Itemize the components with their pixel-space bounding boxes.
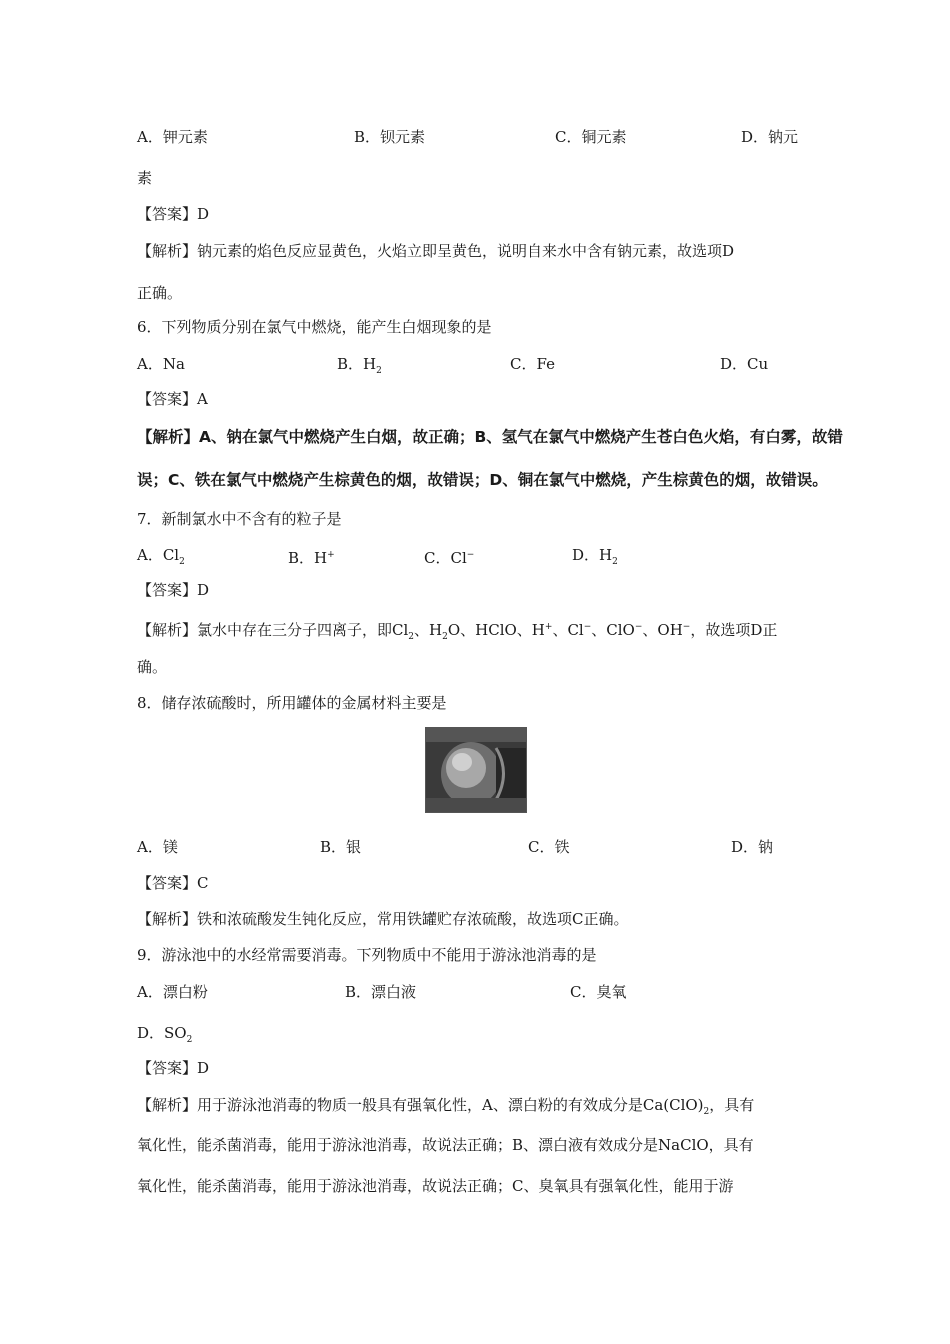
q5-option-d: D．钠元 [741, 128, 799, 146]
q8-stem: 8．储存浓硫酸时，所用罐体的金属材料主要是 [137, 694, 447, 712]
q5-option-a: A．钾元素 [137, 128, 208, 146]
q7-stem: 7．新制氯水中不含有的粒子是 [137, 510, 342, 528]
q5-option-c: C．铜元素 [555, 128, 627, 146]
q9-option-a: A．漂白粉 [137, 983, 208, 1001]
q6-option-b: B．$H_2$ [337, 355, 382, 376]
q6-option-c: C．Fe [510, 355, 555, 373]
q7-answer: 【答案】D [137, 581, 210, 599]
q5-answer: 【答案】D [137, 205, 210, 223]
q9-analysis-line2: 氧化性，能杀菌消毒，能用于游泳池消毒，故说法正确；B、漂白液有效成分是NaClO，具有 [137, 1136, 754, 1154]
storage-tank-image [426, 728, 526, 812]
q8-option-b: B．银 [320, 838, 362, 856]
q8-option-c: C．铁 [528, 838, 570, 856]
q6-option-a: A．Na [137, 355, 185, 373]
q8-answer: 【答案】C [137, 874, 209, 892]
q7-option-c: C．Cl− [424, 549, 475, 567]
q7-analysis-line2: 确。 [137, 658, 168, 676]
q8-option-d: D．钠 [731, 838, 774, 856]
q5-option-b: B．钡元素 [354, 128, 426, 146]
q6-analysis-line1: 【解析】A、钠在氯气中燃烧产生白烟，故正确；B、氢气在氯气中燃烧产生苍白色火焰，有白雾，故错 [137, 428, 843, 446]
q6-answer: 【答案】A [137, 390, 208, 408]
q9-analysis-line3: 氧化性，能杀菌消毒，能用于游泳池消毒，故说法正确；C、臭氧具有强氧化性，能用于游 [137, 1177, 734, 1195]
q8-option-a: A．镁 [137, 838, 178, 856]
q5-analysis-line2: 正确。 [137, 284, 183, 302]
q9-answer: 【答案】D [137, 1059, 210, 1077]
q8-analysis: 【解析】铁和浓硫酸发生钝化反应，常用铁罐贮存浓硫酸，故选项C正确。 [137, 910, 629, 928]
q7-option-b: B．H+ [288, 549, 335, 567]
q7-option-d: D．$H_2$ [572, 546, 618, 567]
q6-option-d: D．Cu [720, 355, 769, 373]
q6-analysis-line2: 误；C、铁在氯气中燃烧产生棕黄色的烟，故错误；D、铜在氯气中燃烧，产生棕黄色的烟，故错误。 [137, 471, 828, 489]
q7-option-a: A．$Cl_2$ [137, 546, 185, 567]
q5-option-d-wrap: 素 [137, 169, 153, 187]
q7-analysis-line1: 【解析】氯水中存在三分子四离子，即$Cl_2$、$H_2O$、HClO、H+、Cl−、ClO−、OH−，故选项D正 [137, 621, 778, 642]
q9-option-d: D．$SO_2$ [137, 1024, 193, 1045]
q9-analysis-line1: 【解析】用于游泳池消毒的物质一般具有强氧化性，A、漂白粉的有效成分是$Ca(ClO)_2$，具有 [137, 1096, 755, 1117]
q9-stem: 9．游泳池中的水经常需要消毒。下列物质中不能用于游泳池消毒的是 [137, 946, 597, 964]
q9-option-c: C．臭氧 [570, 983, 627, 1001]
storage-tank-photo [425, 727, 527, 813]
q6-stem: 6．下列物质分别在氯气中燃烧，能产生白烟现象的是 [137, 318, 492, 336]
q9-option-b: B．漂白液 [345, 983, 417, 1001]
q5-analysis-line1: 【解析】钠元素的焰色反应显黄色，火焰立即呈黄色，说明自来水中含有钠元素，故选项D [137, 242, 735, 260]
